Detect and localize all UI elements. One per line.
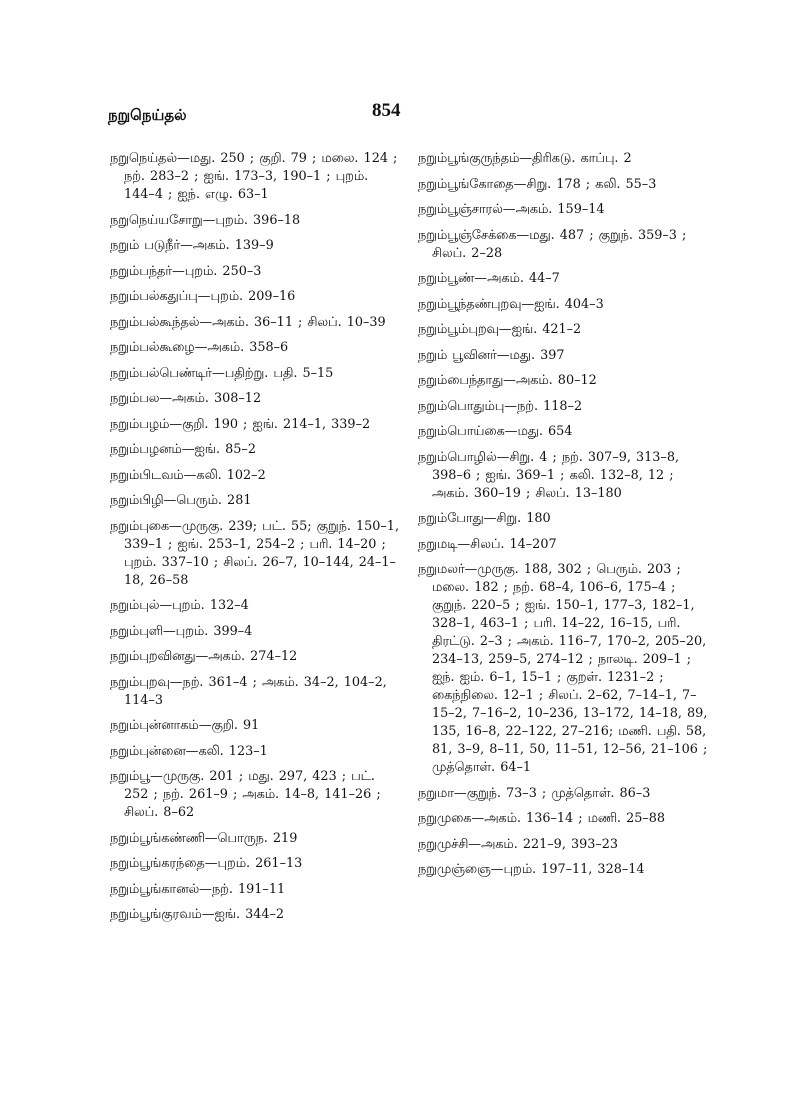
index-entry: நறுமடி—சிலப். 14–207 xyxy=(418,536,557,552)
index-entry: நறும்பல்கதுப்பு—புறம். 209–16 xyxy=(110,289,296,304)
index-entry: நறும்பூ—முருகு. 201 ; மது. 297, 423 ; பட். 252 ; நற். 261–9 ; அகம். 14–8, 141–26 ; சிலப். 8–62 xyxy=(110,769,381,820)
index-entry: நறும்பூங்கரந்தை—புறம். 261–13 xyxy=(110,856,303,871)
index-entry: நறும்புன்னை—கலி. 123–1 xyxy=(110,743,268,759)
index-entry: நறும் பூவினர்—மது. 397 xyxy=(418,347,565,363)
index-entry: நறும்பிடவம்—கலி. 102–2 xyxy=(110,467,266,483)
index-entry: நறுமலர்—முருகு. 188, 302 ; பெரும். 203 ; மலை. 182 ; நற். 68–4, 106–6, 175–4 ; குறுந். 220–5 ; ஐங். 150–1, 177–3, 182–1, 328–1, 463–1 ; பரி. 14–22, 16–15, பரி. திரட்டு. 2–3 ; அகம். 116–7, 170–2, 205–20, 234–13, 259–5, 274–12 ; நாலடி. 209–1 ; ஐந். ஐம். 6–1, 15–1 ; குறள். 1231–2 ; கைந்நிலை. 12–1 ; சிலப். 2–62, 7–14–1, 7–15–2, 7–16–2, 10–236, 13–172, 14–18, 89, 135, 16–8, 22–122, 27–216; மணி. பதி. 58, 81, 3–9, 8–11, 50, 11–51, 12–56, 21–106 ; முத்தொள். 64–1 xyxy=(418,562,708,775)
index-entry: நறும்பூங்கண்ணி—பொருந. 219 xyxy=(110,830,298,846)
index-entry: நறும்பல்பெண்டிர்—பதிற்று. பதி. 5–15 xyxy=(110,365,334,381)
left-column xyxy=(110,150,402,932)
index-entry: நறுநெய்யசோறு—புறம். 396–18 xyxy=(110,212,301,228)
running-head: நறுநெய்தல் xyxy=(108,106,187,124)
index-entry: நறும்பொய்கை—மது. 654 xyxy=(418,424,573,439)
index-entry: நறும்போது—சிறு. 180 xyxy=(418,511,551,526)
index-entry: நறுமுஞ்ஞை—புறம். 197–11, 328–14 xyxy=(418,862,645,877)
index-entry: நறும்பழனம்—ஐங். 85–2 xyxy=(110,442,256,457)
index-entry: நறுமுகை—அகம். 136–14 ; மணி. 25–88 xyxy=(418,811,666,826)
index-entry: நறும்புகை—முருகு. 239; பட். 55; குறுந். 150–1, 339–1 ; ஐங். 253–1, 254–2 ; பரி. 14–20 ; புறம். 337–10 ; சிலப். 26–7, 10–144, 24–1–18, 26–58 xyxy=(110,518,400,588)
right-column xyxy=(418,150,710,887)
index-entry: நறும்பூங்கோதை—சிறு. 178 ; கலி. 55–3 xyxy=(418,176,657,192)
index-entry: நறும் படுநீர்—அகம். 139–9 xyxy=(110,238,274,253)
index-entry: நறும்புன்னாகம்—குறி. 91 xyxy=(110,718,260,733)
index-entry: நறுமுச்சி—அகம். 221–9, 393–23 xyxy=(418,836,619,852)
index-entry: நறும்பல—அகம். 308–12 xyxy=(110,391,262,406)
index-entry: நறும்பழம்—குறி. 190 ; ஐங். 214–1, 339–2 xyxy=(110,416,371,432)
index-entry: நறும்பூஞ்சாரல்—அகம். 159–14 xyxy=(418,202,605,217)
index-entry: நறும்பொதும்பு—நற். 118–2 xyxy=(418,398,583,414)
index-entry: நறும்பைந்தாது—அகம். 80–12 xyxy=(418,373,597,388)
index-entry: நறும்புளி—புறம். 399–4 xyxy=(110,623,253,639)
index-entry: நறும்பல்கூழை—அகம். 358–6 xyxy=(110,340,289,355)
index-entry: நறும்பொழில்—சிறு. 4 ; நற். 307–9, 313–8, 398–6 ; ஐங். 369–1 ; கலி. 132–8, 12 ; அகம். 360–19 ; சிலப். 13–180 xyxy=(418,449,680,501)
index-entry: நறும்பிழி—பெரும். 281 xyxy=(110,493,252,508)
index-entry: நறும்புறவு—நற். 361–4 ; அகம். 34–2, 104–2, 114–3 xyxy=(110,674,387,708)
index-entry: நறும்புல்—புறம். 132–4 xyxy=(110,598,249,613)
index-entry: நறும்பூங்கானல்—நற். 191–11 xyxy=(110,881,286,897)
index-entry: நறும்பூங்குருந்தம்—திரிகடு. காப்பு. 2 xyxy=(418,151,632,166)
index-entry: நறுநெய்தல்—மது. 250 ; குறி. 79 ; மலை. 124 ; நற். 283–2 ; ஐங். 173–3, 190–1 ; புறம். 144–4 ; ஐந். எழு. 63–1 xyxy=(110,151,398,202)
page-number: 854 xyxy=(372,100,401,121)
index-entry: நறும்பல்கூந்தல்—அகம். 36–11 ; சிலப். 10–39 xyxy=(110,314,386,330)
index-entry: நறும்பூஞ்சேக்கை—மது. 487 ; குறுந். 359–3 ; சிலப். 2–28 xyxy=(418,227,687,261)
index-entry: நறும்பூங்குரவம்—ஐங். 344–2 xyxy=(110,907,285,922)
index-entry: நறும்பந்தர்—புறம். 250–3 xyxy=(110,263,262,279)
index-entry: நறும்பூம்புறவு—ஐங். 421–2 xyxy=(418,322,582,337)
index-entry: நறும்பூந்தண்புறவு—ஐங். 404–3 xyxy=(418,296,604,312)
index-entry: நறும்பூண்—அகம். 44–7 xyxy=(418,271,560,286)
index-entry: நறும்புறவினது—அகம். 274–12 xyxy=(110,649,298,664)
index-entry: நறுமா—குறுந். 73–3 ; முத்தொள். 86–3 xyxy=(418,785,651,801)
